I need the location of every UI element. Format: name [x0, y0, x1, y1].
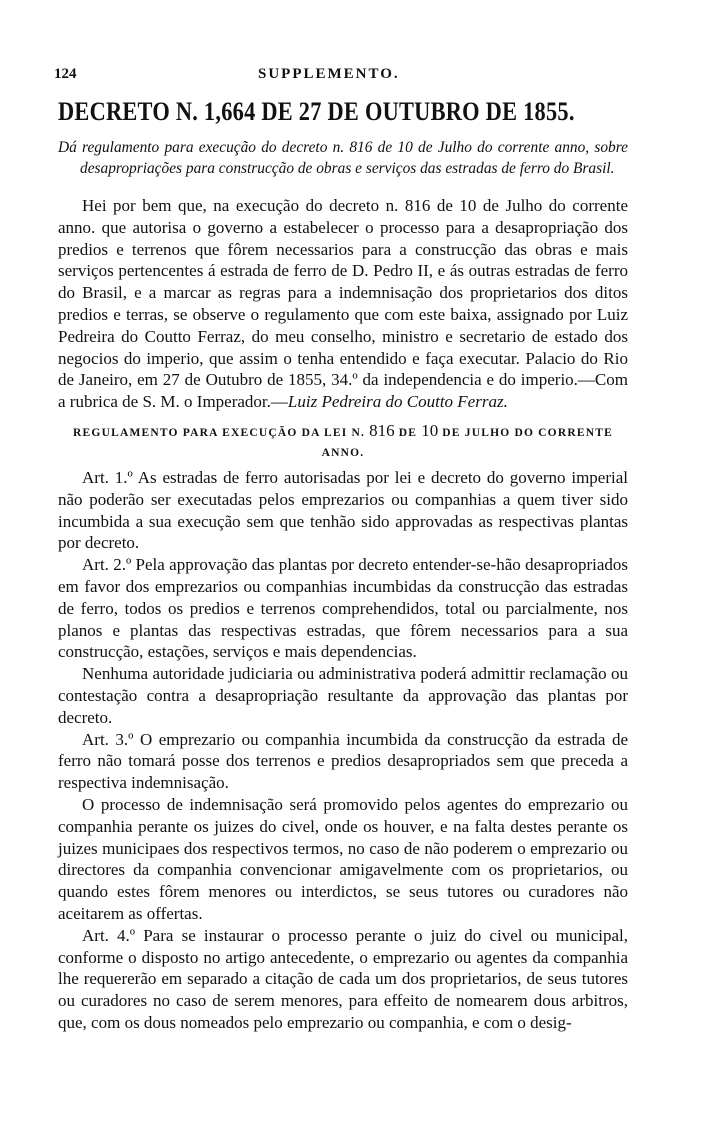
decree-body	[58, 195, 628, 1034]
preamble-text: Hei por bem que, na execução do decreto n. 816 de 10 de Julho do corrente anno. que autorisa o governo a estabelecer o processo para a desapropriação dos predios e terrenos que fôrem necessarios para a construcção das obras e mais serviços pertencentes á estrada de ferro de D. Pedro II, e ás outras estradas de ferro do Brasil, e a marcar as regras para a indemnisação dos proprietarios dos ditos predios e terras, se observe o regulamento que com este baixa, assignado por Luiz Pedreira do Coutto Ferraz, do meu conselho, ministro e secretario de estado dos negocios do imperio, que assim o tenha entendido e faça executar. Palacio do Rio de Janeiro, em 27 de Outubro de 1855, 34.º da independencia e do imperio.—Com a rubrica de S. M. o Imperador.—	[58, 196, 628, 412]
decree-preamble	[58, 195, 628, 413]
heading-de: DE	[398, 426, 418, 439]
article-1: Art. 1.º As estradas de ferro autorisadas por lei e decreto do governo imperial não poderão ser executadas pelos emprezarios ou companhias a quem tiver sido incumbida a sua execução sem que tenhão sido approvadas as respectivas plantas por decreto.	[58, 467, 628, 553]
heading-day: 10	[421, 420, 439, 440]
decree-summary: Dá regulamento para execução do decreto n. 816 de 10 de Julho do corrente anno, sobre desapropriações para construcção de obras e serviços das estradas de ferro do Brasil.	[58, 139, 628, 177]
decree-title: DECRETO N. 1,664 DE 27 DE OUTUBRO DE 1855.	[58, 97, 575, 126]
article-4: Art. 4.º Para se instaurar o processo perante o juiz do civel ou municipal, conforme o disposto no artigo antecedente, o emprezario ou agentes da companhia lhe requererão em separado a citação de cada um dos proprietarios, de seus tutores ou curadores no caso de serem menores, para effeito de nomearem dous arbitros, que, com os dous nomeados pelo emprezario ou companhia, e com o desig-	[58, 925, 628, 1032]
regulation-heading	[58, 421, 628, 463]
article-3: Art. 3.º O emprezario ou companhia incumbida da construcção da estrada de ferro não tomará posse dos terrenos e predios desapropriados sem que preceda a respectiva indemnisação.	[58, 729, 628, 793]
article-3-paragraph: O processo de indemnisação será promovido pelos agentes do emprezario ou companhia perante os juizes do civel, onde os houver, e na falta destes perante os juizes municipaes dos respectivos termos, no caso de não poderem o emprezario ou directores da companhia convencionar amigavelmente com os proprietarios, ou quando estes fôrem menores ou interdictos, se seus tutores ou curadores não aceitarem as offertas.	[58, 794, 628, 923]
document-page	[54, 66, 628, 1034]
page-number: 124	[54, 66, 77, 82]
article-2-paragraph: Nenhuma autoridade judiciaria ou administrativa poderá admittir reclamação ou contestação contra a desapropriação resultante da approvação das plantas por decreto.	[58, 664, 628, 727]
running-header	[54, 66, 628, 90]
running-title: SUPPLEMENTO.	[258, 66, 400, 82]
heading-suffix: DE JULHO DO CORRENTE ANNO.	[321, 426, 613, 459]
article-2: Art. 2.º Pela approvação das plantas por decreto entender-se-hão desapropriados em favor dos emprezarios ou companhias incumbidas da construcção das estradas de ferro, todos os predios e terrenos comprehendidos, total ou parcialmente, nos planos e plantas das respectivas estradas, que fôrem necessarios para a sua construcção, estações, serviços e mais dependencias.	[58, 555, 628, 662]
heading-number: 816	[369, 420, 395, 440]
heading-prefix: REGULAMENTO PARA EXECUÇÃO DA LEI N.	[73, 426, 366, 439]
signature: Luiz Pedreira do Coutto Ferraz.	[287, 392, 508, 412]
